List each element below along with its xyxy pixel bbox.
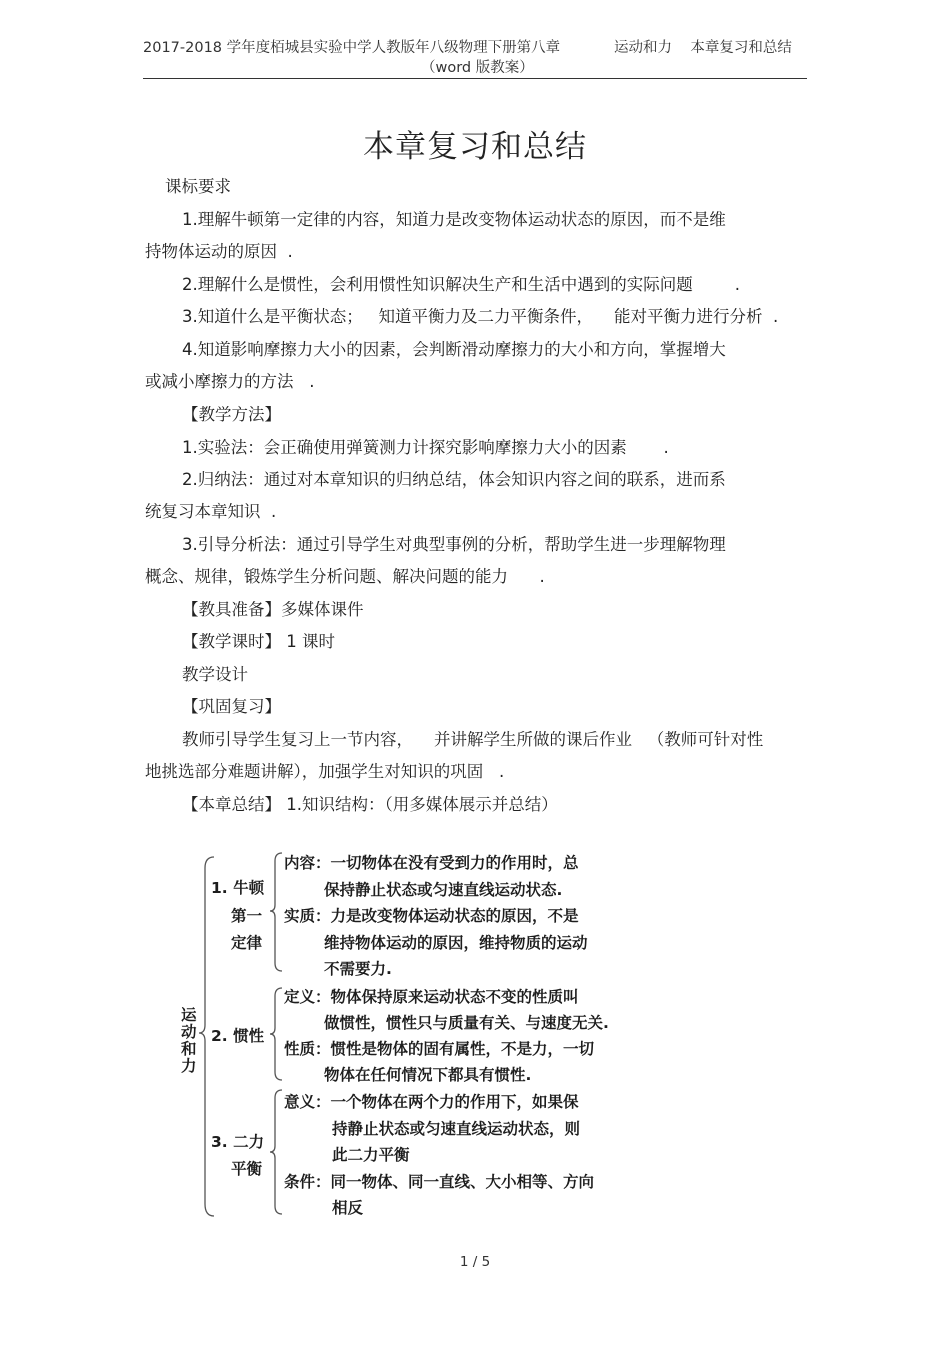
root-label-char-4: 力 xyxy=(181,1057,197,1075)
node-1-text-1: 内容：一切物体在没有受到力的作用时，总 xyxy=(284,854,579,872)
page-title: 本章复习和总结 xyxy=(363,129,587,165)
node-2-text-2: 做惯性，惯性只与质量有关、与速度无关. xyxy=(324,1014,609,1032)
node-3-text-1: 意义：一个物体在两个力的作用下，如果保 xyxy=(284,1093,579,1111)
method-heading: 【教学方法】 xyxy=(182,405,281,424)
review-line1: 教师引导学生复习上一节内容， 并讲解学生所做的课后作业 （教师可针对性 xyxy=(182,730,764,749)
requirement-2: 2.理解什么是惯性，会利用惯性知识解决生产和生活中遇到的实际问题 . xyxy=(182,275,740,294)
method-2-line1: 2.归纳法：通过对本章知识的归纳总结，体会知识内容之间的联系，进而系 xyxy=(182,470,726,489)
review-line2: 地挑选部分难题讲解），加强学生对知识的巩固 . xyxy=(145,762,505,781)
node-1-label-line1: 1. 牛顿 xyxy=(211,879,265,897)
node-3-text-4: 条件：同一物体、同一直线、大小相等、方向 xyxy=(284,1173,595,1191)
teaching-design: 教学设计 xyxy=(182,665,248,684)
root-label-char-1: 运 xyxy=(181,1006,197,1024)
node-3-text-2: 持静止状态或匀速直线运动状态，则 xyxy=(332,1120,581,1138)
review-heading: 【巩固复习】 xyxy=(182,697,281,716)
requirement-3: 3.知道什么是平衡状态； 知道平衡力及二力平衡条件， 能对平衡力进行分析 . xyxy=(182,307,779,326)
header-left-line1: 2017-2018 学年度栢城县实验中学人教版年八级物理下册第八章 xyxy=(143,40,561,56)
teaching-hours: 【教学课时】 1 课时 xyxy=(182,632,335,651)
node-3-label-line2: 平衡 xyxy=(231,1160,263,1178)
requirement-1-line1: 1.理解牛顿第一定律的内容，知道力是改变物体运动状态的原因，而不是维 xyxy=(182,210,726,229)
node-3-label-line1: 3. 二力 xyxy=(211,1133,265,1151)
brace-1 xyxy=(270,853,282,971)
requirement-4-line2: 或减小摩擦力的方法 . xyxy=(145,372,315,391)
method-3-line1: 3.引导分析法：通过引导学生对典型事例的分析，帮助学生进一步理解物理 xyxy=(182,535,726,554)
node-1-text-4: 维持物体运动的原因，维持物质的运动 xyxy=(324,934,588,952)
method-1: 1.实验法：会正确使用弹簧测力计探究影响摩擦力大小的因素 . xyxy=(182,438,669,457)
requirement-1-line2: 持物体运动的原因 . xyxy=(145,242,293,261)
root-label-char-3: 和 xyxy=(181,1040,197,1058)
node-1-label-line3: 定律 xyxy=(231,934,263,952)
root-label-char-2: 动 xyxy=(181,1023,197,1041)
teaching-aids: 【教具准备】多媒体课件 xyxy=(182,600,364,619)
node-3-text-5: 相反 xyxy=(332,1199,364,1217)
node-2-text-1: 定义：物体保持原来运动状态不变的性质叫 xyxy=(284,988,579,1006)
chapter-summary: 【本章总结】 1.知识结构：（用多媒体展示并总结） xyxy=(182,795,558,814)
requirement-4-line1: 4.知道影响摩擦力大小的因素，会判断滑动摩擦力的大小和方向，掌握增大 xyxy=(182,340,726,359)
brace-2 xyxy=(270,988,282,1080)
method-3-line2: 概念、规律，锻炼学生分析问题、解决问题的能力 . xyxy=(145,567,545,586)
node-2-text-4: 物体在任何情况下都具有惯性. xyxy=(324,1066,532,1084)
node-1-text-2: 保持静止状态或匀速直线运动状态. xyxy=(324,881,563,899)
method-2-line2: 统复习本章知识 . xyxy=(145,502,277,521)
brace-3 xyxy=(270,1090,282,1214)
header-left-line2: （word 版教案） xyxy=(421,60,534,76)
header-right: 运动和力 本章复习和总结 xyxy=(614,40,792,56)
node-2-label: 2. 惯性 xyxy=(211,1027,265,1045)
node-3-text-3: 此二力平衡 xyxy=(332,1146,410,1164)
page-number: 1 / 5 xyxy=(459,1254,491,1270)
node-1-label-line2: 第一 xyxy=(231,907,263,925)
node-2-text-3: 性质：惯性是物体的固有属性，不是力，一切 xyxy=(284,1040,595,1058)
node-1-text-5: 不需要力. xyxy=(324,960,392,978)
node-1-text-3: 实质：力是改变物体运动状态的原因，不是 xyxy=(284,907,579,925)
curriculum-heading: 课标要求 xyxy=(165,177,231,196)
